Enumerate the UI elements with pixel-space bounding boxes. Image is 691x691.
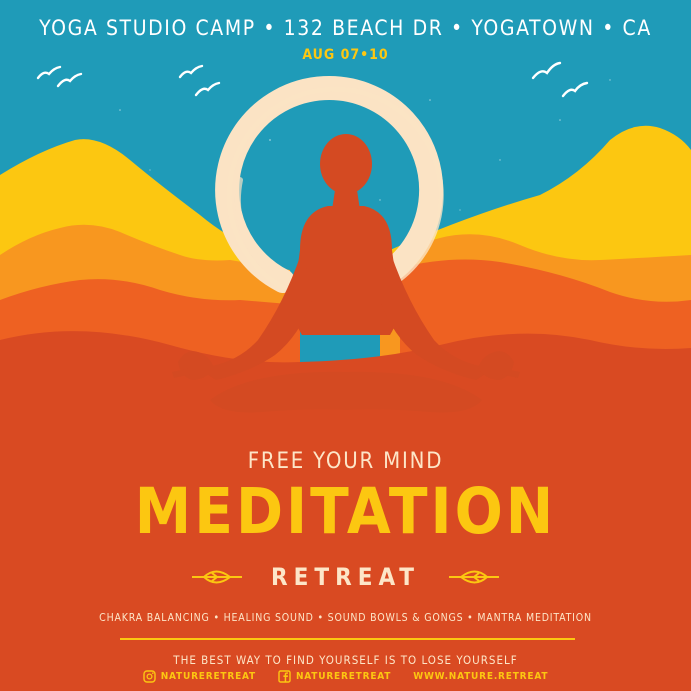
event-dates: AUG 07•10 xyxy=(302,47,389,63)
facebook-icon xyxy=(278,670,291,683)
instagram-handle: NATURERETREAT xyxy=(160,671,256,682)
leaf-ornament-right-icon xyxy=(447,565,501,589)
event-subtitle: RETREAT xyxy=(270,563,421,591)
services-list: CHAKRA BALANCING • HEALING SOUND • SOUND BOWLS & GONGS • MANTRA MEDITATION xyxy=(99,612,592,624)
tagline: FREE YOUR MIND xyxy=(247,449,444,474)
instagram-icon xyxy=(143,670,156,683)
social-instagram[interactable] xyxy=(143,670,256,683)
website-url: WWW.NATURE.RETREAT xyxy=(413,671,549,682)
event-title: MEDITATION xyxy=(134,475,557,548)
facebook-handle: NATURERETREAT xyxy=(295,671,392,682)
social-facebook[interactable] xyxy=(278,670,391,683)
footer-quote: THE BEST WAY TO FIND YOURSELF IS TO LOSE YOURSELF xyxy=(173,653,518,667)
location-line: YOGA STUDIO CAMP • 132 BEACH DR • YOGATOWN • CA xyxy=(39,16,652,40)
social-links xyxy=(0,670,691,683)
social-website[interactable] xyxy=(413,670,548,683)
